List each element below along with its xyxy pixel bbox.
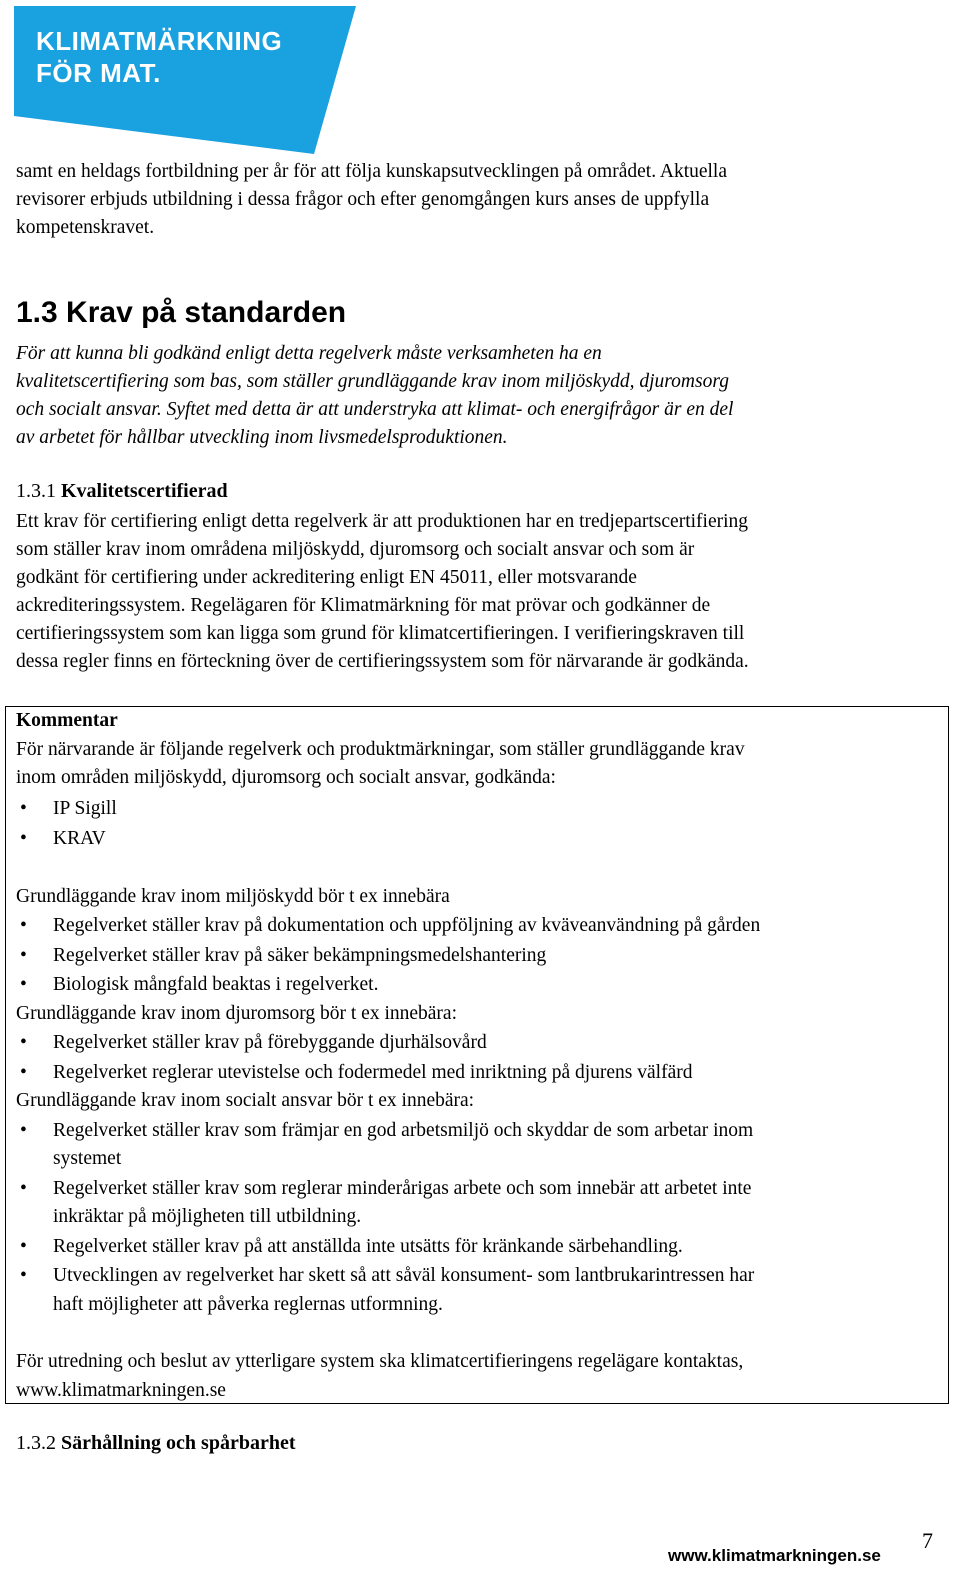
env-item: • Regelverket ställer krav på dokumentation och uppföljning av kväveanvändning på gården xyxy=(16,912,946,941)
social-heading: Grundläggande krav inom socialt ansvar bör t ex innebära: xyxy=(16,1090,475,1111)
subsection-131-paragraph xyxy=(16,508,946,676)
social-item xyxy=(16,1262,946,1319)
social-item xyxy=(16,1233,946,1262)
comment-box xyxy=(5,706,949,1404)
animal-item: • Regelverket reglerar utevistelse och fodermedel med inriktning på djurens välfärd xyxy=(16,1059,946,1088)
subsection-131-heading xyxy=(16,480,228,503)
footer-url[interactable]: www.klimatmarkningen.se xyxy=(668,1546,881,1565)
paragraph-line: certifieringssystem som kan ligga som grund för klimatcertifieringen. I verifieringskraven till xyxy=(16,623,745,644)
paragraph-line: Ett krav för certifiering enligt detta regelverk är att produktionen har en tredjepartscertifiering xyxy=(16,511,749,532)
subsection-132-heading xyxy=(16,1432,295,1455)
env-item: • Regelverket ställer krav på säker bekämpningsmedelshantering xyxy=(16,942,946,971)
intro-line: kompetenskravet. xyxy=(16,217,155,238)
section-intro-line: av arbetet för hållbar utveckling inom livsmedelsproduktionen. xyxy=(16,427,508,448)
comment-intro-line: inom områden miljöskydd, djuromsorg och socialt ansvar, godkända: xyxy=(16,767,556,788)
env-heading: Grundläggande krav inom miljöskydd bör t ex innebära xyxy=(16,885,450,907)
closing-link[interactable]: www.klimatmarkningen.se xyxy=(16,1379,226,1401)
approved-item: • IP Sigill xyxy=(16,795,946,824)
comment-intro-line: För närvarande är följande regelverk och produktmärkningar, som ställer grundläggande krav xyxy=(16,738,745,760)
social-item-line: • Utvecklingen av regelverket har skett så att såväl konsument- som lantbrukarintressen har xyxy=(53,1265,755,1286)
social-item-line: • Regelverket ställer krav som reglerar minderårigas arbete och som innebär att arbetet inte xyxy=(53,1177,752,1199)
logo-line-2: FÖR MAT. xyxy=(36,58,161,88)
section-intro-line: kvalitetscertifiering som bas, som ställer grundläggande krav inom miljöskydd, djuromsorg xyxy=(16,371,729,392)
approved-item: • KRAV xyxy=(16,825,946,854)
page-number: 7 xyxy=(922,1528,933,1553)
section-intro-line: och socialt ansvar. Syftet med detta är att understryka att klimat- och energifrågor är en del xyxy=(16,399,734,420)
animal-heading: Grundläggande krav inom djuromsorg bör t ex innebära: xyxy=(16,1002,457,1024)
social-item-line: haft möjligheter att påverka reglernas utformning. xyxy=(53,1293,443,1315)
social-item xyxy=(16,1117,946,1174)
paragraph-line: godkänt för certifiering under ackreditering enligt EN 45011, eller motsvarande xyxy=(16,567,637,588)
closing-line: För utredning och beslut av ytterligare system ska klimatcertifieringens regelägare kontaktas, xyxy=(16,1351,744,1372)
section-heading: 1.3 Krav på standarden xyxy=(16,296,347,329)
social-item-line: systemet xyxy=(53,1148,122,1169)
social-item-line: • Regelverket ställer krav på att anställda inte utsätts för kränkande särbehandling. xyxy=(53,1235,683,1257)
comment-box-content xyxy=(16,707,946,1405)
subsection-title: Kvalitetscertifierad xyxy=(61,480,228,502)
logo-line-1: KLIMATMÄRKNING xyxy=(36,26,283,56)
section-intro-paragraph xyxy=(16,340,946,452)
intro-line: samt en heldags fortbildning per år för att följa kunskapsutvecklingen på området. Aktuella xyxy=(16,161,728,182)
animal-item: • Regelverket ställer krav på förebyggande djurhälsovård xyxy=(16,1029,946,1058)
social-item-line: inkräktar på möjligheten till utbildning. xyxy=(53,1206,362,1227)
subsection-title: Särhållning och spårbarhet xyxy=(61,1432,296,1454)
paragraph-line: ackrediteringssystem. Regelägaren för Klimatmärkning för mat prövar och godkänner de xyxy=(16,595,711,616)
intro-line: revisorer erbjuds utbildning i dessa frågor och efter genomgången kurs anses de uppfylla xyxy=(16,189,710,210)
section-intro-line: För att kunna bli godkänd enligt detta regelverk måste verksamheten ha en xyxy=(16,343,602,364)
paragraph-line: dessa regler finns en förteckning över de certifieringssystem som för närvarande är godkända. xyxy=(16,651,749,672)
comment-title: Kommentar xyxy=(16,710,118,731)
klimatmarkning-logo xyxy=(14,6,356,154)
intro-paragraph xyxy=(16,158,946,242)
social-item xyxy=(16,1175,946,1232)
subsection-number: 1.3.1 xyxy=(16,480,61,502)
paragraph-line: som ställer krav inom områdena miljöskydd, djuromsorg och socialt ansvar och som är xyxy=(16,539,695,560)
env-item: • Biologisk mångfald beaktas i regelverket. xyxy=(16,971,946,1000)
subsection-number: 1.3.2 xyxy=(16,1432,61,1454)
social-item-line: • Regelverket ställer krav som främjar en god arbetsmiljö och skyddar de som arbetar inom xyxy=(53,1119,754,1141)
